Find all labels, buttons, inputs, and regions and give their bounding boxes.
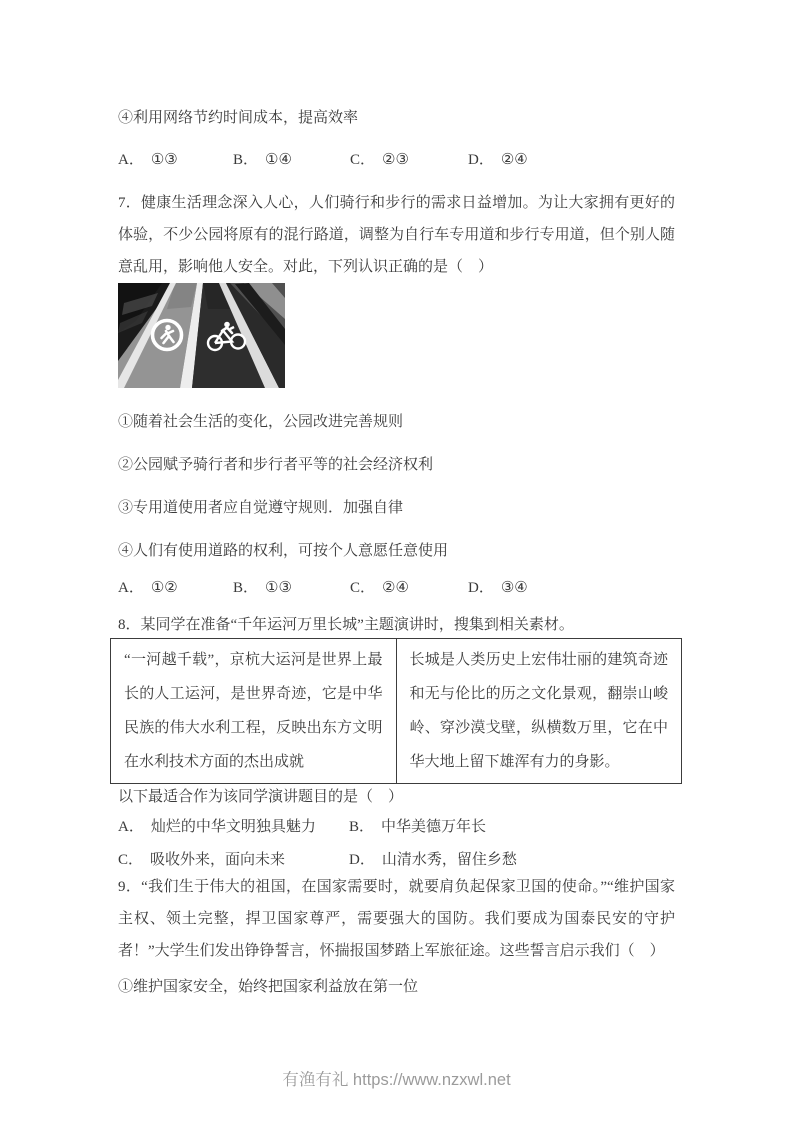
- choice-text: 中华美德万年长: [381, 819, 487, 835]
- q6-choices-row: [118, 150, 675, 170]
- footer-watermark-text: 有渔有礼 https://www.nzxwl.net: [282, 1071, 511, 1089]
- q8-choice-b: [349, 817, 675, 837]
- q7-choices-row: [118, 578, 675, 598]
- choice-label: A．: [118, 580, 144, 596]
- q8-intro: 8．某同学在准备“千年运河万里长城”主题演讲时，搜集到相关素材。: [118, 617, 574, 633]
- choice-label: D．: [468, 152, 494, 168]
- choice-text: 吸收外来，面向未来: [150, 852, 286, 868]
- q6-choice-b: [233, 150, 350, 170]
- page-footer: [0, 1066, 793, 1090]
- q7-choice-d: [468, 578, 675, 598]
- q7-statement-4: ④人们有使用道路的权利，可按个人意愿任意使用: [118, 543, 449, 559]
- choice-label: A．: [118, 152, 144, 168]
- choice-text: 灿烂的中华文明独具魅力: [150, 819, 316, 835]
- choice-label: C．: [350, 580, 376, 596]
- q6-choice-c: [350, 150, 468, 170]
- choice-label: D．: [468, 580, 494, 596]
- choice-label: D．: [349, 852, 375, 868]
- q8-table-cell-canal: “一河越千载”，京杭大运河是世界上最长的人工运河，是世界奇迹，它是中华民族的伟大水利工程，反映出东方文明在水利技术方面的杰出成就: [111, 639, 397, 784]
- q8-choice-d: [349, 850, 675, 870]
- choice-text: ②③: [382, 152, 409, 168]
- q7-statement-3: ③专用道使用者应自觉遵守规则．加强自律: [118, 500, 404, 516]
- q6-statement-4: ④利用网络节约时间成本，提高效率: [118, 110, 359, 126]
- q7-question-text: 7．健康生活理念深入人心，人们骑行和步行的需求日益增加。为让大家拥有更好的体验，不少公园将原有的混行路道，调整为自行车专用道和步行专用道，但个别人随意乱用，影响他人安全。对此，下列认识正确的是（ ）: [118, 195, 675, 275]
- exam-content: [118, 100, 675, 997]
- q7-statement-1: ①随着社会生活的变化，公园改进完善规则: [118, 414, 404, 430]
- choice-label: B．: [233, 152, 259, 168]
- q7-choice-c: [350, 578, 468, 598]
- q9-statement-1: ①维护国家安全，始终把国家利益放在第一位: [118, 979, 419, 995]
- choice-text: ①③: [265, 580, 292, 596]
- choice-label: A．: [118, 819, 144, 835]
- choice-label: B．: [349, 819, 375, 835]
- q7-statement-2: ②公园赋予骑行者和步行者平等的社会经济权利: [118, 457, 434, 473]
- table-row: [111, 639, 682, 784]
- choice-text: ①③: [150, 152, 178, 168]
- choice-text: 山清水秀，留住乡愁: [381, 852, 517, 868]
- choice-label: B．: [233, 580, 259, 596]
- q8-choice-c: [118, 850, 349, 870]
- choice-label: C．: [350, 152, 376, 168]
- choice-label: C．: [118, 852, 144, 868]
- q7-choice-a: [118, 578, 233, 598]
- q8-table-cell-greatwall: 长城是人类历史上宏伟壮丽的建筑奇迹和无与伦比的历之文化景观，翻崇山峻岭、穿沙漠戈壁，纵横数万里，它在中华大地上留下雄浑有力的身影。: [396, 639, 682, 784]
- q8-material-table: [110, 638, 682, 784]
- choice-text: ②④: [500, 152, 528, 168]
- q8-choices-row-1: [118, 817, 675, 837]
- choice-text: ③④: [500, 580, 528, 596]
- q8-choice-a: [118, 817, 349, 837]
- lane-photo: [118, 283, 285, 388]
- choice-text: ①②: [150, 580, 178, 596]
- choice-text: ①④: [265, 152, 292, 168]
- q7-choice-b: [233, 578, 350, 598]
- q6-choice-a: [118, 150, 233, 170]
- q8-choices-row-2: [118, 850, 675, 870]
- choice-text: ②④: [382, 580, 409, 596]
- q9-question-text: 9．“我们生于伟大的祖国，在国家需要时，就要肩负起保家卫国的使命。”“维护国家主权、领土完整，捍卫国家尊严，需要强大的国防。我们要成为国泰民安的守护者！”大学生们发出铮铮誓言，怀揣报国梦踏上军旅征途。这些誓言启示我们（ ）: [118, 879, 675, 959]
- q6-choice-d: [468, 150, 675, 170]
- q8-question-text: 以下最适合作为该同学演讲题目的是（ ）: [118, 789, 404, 805]
